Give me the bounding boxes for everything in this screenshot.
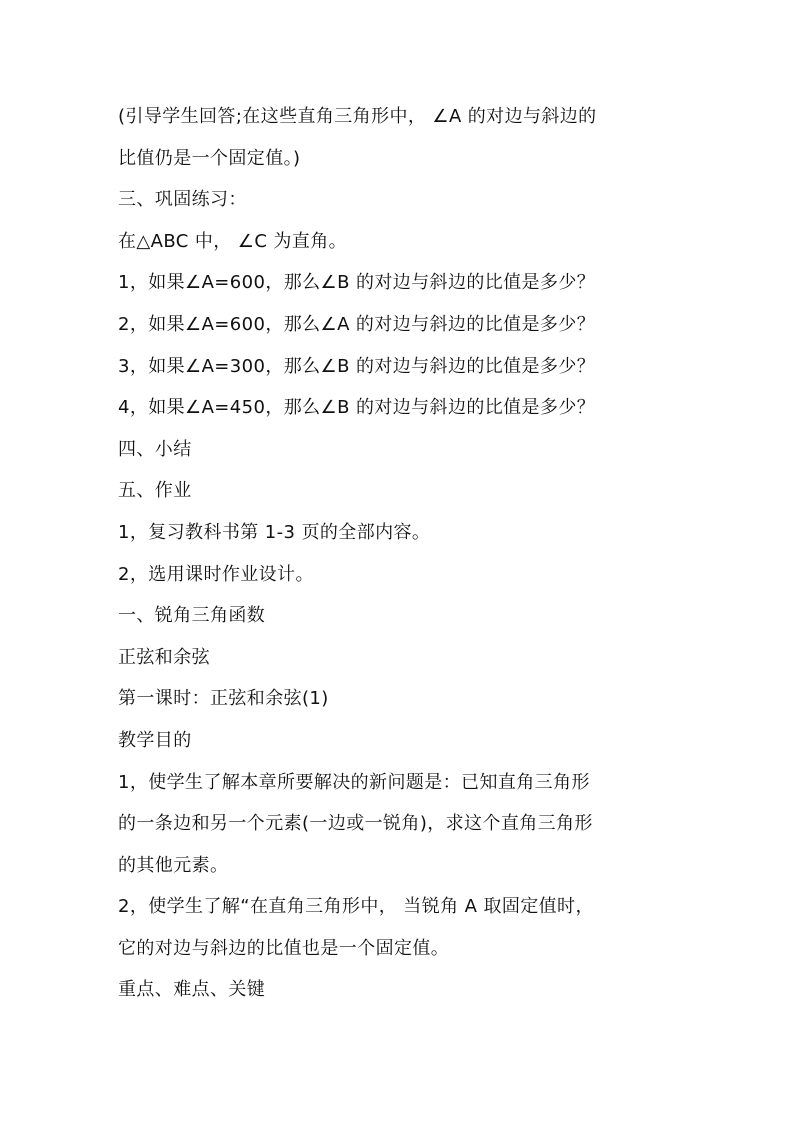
key-points-heading: 重点、难点、关键 bbox=[118, 979, 266, 1001]
homework-item: 2，选用课时作业设计。 bbox=[118, 563, 314, 585]
text-line: 在△ABC 中， ∠C 为直角。 bbox=[118, 230, 348, 252]
chapter-heading: 一、锐角三角函数 bbox=[118, 605, 266, 627]
section-heading-homework: 五、作业 bbox=[118, 480, 192, 502]
objective-heading: 教学目的 bbox=[118, 729, 192, 751]
text-line: 的一条边和另一个元素(一边或一锐角)，求这个直角三角形 bbox=[118, 813, 593, 835]
document-body bbox=[118, 96, 678, 1011]
text-line: 的其他元素。 bbox=[118, 854, 229, 876]
text-line: 比值仍是一个固定值。) bbox=[118, 147, 301, 169]
exercise-item: 3，如果∠A=300，那么∠B 的对边与斜边的比值是多少？ bbox=[118, 355, 596, 377]
exercise-item: 2，如果∠A=600，那么∠A 的对边与斜边的比值是多少？ bbox=[118, 313, 596, 335]
text-line: (引导学生回答;在这些直角三角形中， ∠A 的对边与斜边的 bbox=[118, 106, 597, 127]
exercise-item: 1，如果∠A=600，那么∠B 的对边与斜边的比值是多少？ bbox=[118, 272, 596, 294]
homework-item: 1，复习教科书第 1-3 页的全部内容。 bbox=[118, 521, 431, 543]
objective-item: 1，使学生了解本章所要解决的新问题是：已知直角三角形 bbox=[118, 771, 590, 793]
lesson-heading: 第一课时：正弦和余弦(1) bbox=[118, 688, 329, 710]
section-heading-practice: 三、巩固练习： bbox=[118, 189, 247, 211]
section-heading-summary: 四、小结 bbox=[118, 438, 192, 460]
text-line: 它的对边与斜边的比值也是一个固定值。 bbox=[118, 937, 450, 959]
subsection-heading: 正弦和余弦 bbox=[118, 646, 210, 668]
exercise-item: 4，如果∠A=450，那么∠B 的对边与斜边的比值是多少？ bbox=[118, 397, 596, 419]
objective-item: 2，使学生了解“在直角三角形中， 当锐角 A 取固定值时， bbox=[118, 896, 594, 918]
